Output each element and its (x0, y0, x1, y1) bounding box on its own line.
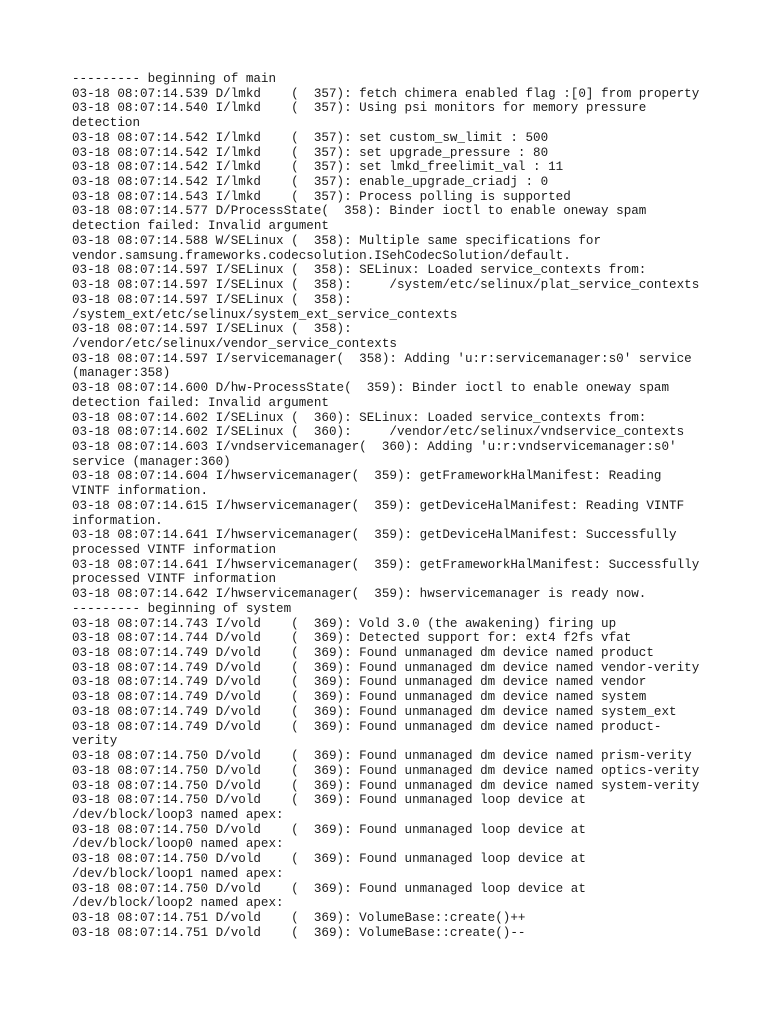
log-line: 03-18 08:07:14.750 D/vold ( 369): Found unmanaged loop device at (72, 881, 586, 896)
log-line: service (manager:360) (72, 454, 231, 469)
log-line: 03-18 08:07:14.542 I/lmkd ( 357): set custom_sw_limit : 500 (72, 130, 549, 145)
log-line: 03-18 08:07:14.749 D/vold ( 369): Found unmanaged dm device named system (72, 690, 647, 705)
log-line: 03-18 08:07:14.539 D/lmkd ( 357): fetch chimera enabled flag :[0] from property (72, 86, 700, 101)
log-line: 03-18 08:07:14.749 D/vold ( 369): Found unmanaged dm device named product- (72, 719, 662, 734)
log-line: /dev/block/loop1 named apex: (72, 866, 284, 881)
log-line: information. (72, 513, 163, 528)
log-line: 03-18 08:07:14.600 D/hw-ProcessState( 359): Binder ioctl to enable oneway spam (72, 381, 670, 396)
log-line: 03-18 08:07:14.543 I/lmkd ( 357): Process polling is supported (72, 189, 571, 204)
log-line: 03-18 08:07:14.743 I/vold ( 369): Vold 3.0 (the awakening) firing up (72, 616, 617, 631)
log-line: 03-18 08:07:14.540 I/lmkd ( 357): Using psi monitors for memory pressure (72, 101, 647, 116)
log-line: /dev/block/loop2 named apex: (72, 896, 284, 911)
log-line: 03-18 08:07:14.749 D/vold ( 369): Found unmanaged dm device named system_ext (72, 704, 677, 719)
log-line: 03-18 08:07:14.750 D/vold ( 369): Found unmanaged dm device named prism-verity (72, 749, 692, 764)
log-line: 03-18 08:07:14.597 I/SELinux ( 358): (72, 292, 352, 307)
log-document (72, 72, 712, 940)
log-line: 03-18 08:07:14.750 D/vold ( 369): Found unmanaged dm device named system-verity (72, 778, 700, 793)
log-line: 03-18 08:07:14.750 D/vold ( 369): Found unmanaged dm device named optics-verity (72, 763, 700, 778)
log-line: 03-18 08:07:14.597 I/SELinux ( 358): (72, 322, 352, 337)
log-line: 03-18 08:07:14.597 I/SELinux ( 358): SELinux: Loaded service_contexts from: (72, 263, 647, 278)
log-line: /dev/block/loop3 named apex: (72, 807, 284, 822)
log-line: detection failed: Invalid argument (72, 219, 329, 234)
log-line: 03-18 08:07:14.751 D/vold ( 369): VolumeBase::create()-- (72, 925, 526, 940)
log-line: 03-18 08:07:14.602 I/SELinux ( 360): /vendor/etc/selinux/vndservice_contexts (72, 425, 685, 440)
log-line: --------- beginning of system (72, 601, 292, 616)
log-line: 03-18 08:07:14.641 I/hwservicemanager( 359): getFrameworkHalManifest: Successfully (72, 557, 700, 572)
log-line: 03-18 08:07:14.604 I/hwservicemanager( 359): getFrameworkHalManifest: Reading (72, 469, 662, 484)
log-line: 03-18 08:07:14.751 D/vold ( 369): VolumeBase::create()++ (72, 910, 526, 925)
log-line: 03-18 08:07:14.542 I/lmkd ( 357): set upgrade_pressure : 80 (72, 145, 549, 160)
log-line: 03-18 08:07:14.577 D/ProcessState( 358): Binder ioctl to enable oneway spam (72, 204, 647, 219)
log-line: VINTF information. (72, 484, 209, 499)
log-line: 03-18 08:07:14.642 I/hwservicemanager( 359): hwservicemanager is ready now. (72, 587, 647, 602)
log-line: 03-18 08:07:14.744 D/vold ( 369): Detected support for: ext4 f2fs vfat (72, 631, 632, 646)
log-line: 03-18 08:07:14.597 I/SELinux ( 358): /system/etc/selinux/plat_service_contexts (72, 278, 700, 293)
log-line: processed VINTF information (72, 543, 277, 557)
log-line: 03-18 08:07:14.615 I/hwservicemanager( 359): getDeviceHalManifest: Reading VINTF (72, 498, 685, 513)
log-line: /dev/block/loop0 named apex: (72, 837, 284, 852)
log-line: 03-18 08:07:14.750 D/vold ( 369): Found unmanaged loop device at (72, 852, 586, 867)
log-line: 03-18 08:07:14.542 I/lmkd ( 357): enable_upgrade_criadj : 0 (72, 175, 549, 190)
log-line: detection failed: Invalid argument (72, 395, 329, 410)
log-line: 03-18 08:07:14.749 D/vold ( 369): Found unmanaged dm device named vendor-verity (72, 660, 700, 675)
log-line: --------- beginning of main (72, 72, 277, 86)
log-line: 03-18 08:07:14.641 I/hwservicemanager( 359): getDeviceHalManifest: Successfully (72, 528, 677, 543)
log-line: detection (72, 116, 141, 131)
log-line: 03-18 08:07:14.750 D/vold ( 369): Found unmanaged loop device at (72, 793, 586, 808)
log-line: vendor.samsung.frameworks.codecsolution.ISehCodecSolution/default. (72, 248, 571, 263)
log-line: /system_ext/etc/selinux/system_ext_service_contexts (72, 307, 458, 322)
log-line: 03-18 08:07:14.603 I/vndservicemanager( 360): Adding 'u:r:vndservicemanager:s0' (72, 439, 677, 454)
log-line: 03-18 08:07:14.749 D/vold ( 369): Found unmanaged dm device named vendor (72, 675, 647, 690)
log-line: 03-18 08:07:14.749 D/vold ( 369): Found unmanaged dm device named product (72, 646, 654, 661)
log-line: 03-18 08:07:14.750 D/vold ( 369): Found unmanaged loop device at (72, 822, 586, 837)
log-line: /vendor/etc/selinux/vendor_service_contexts (72, 336, 397, 351)
log-line: processed VINTF information (72, 572, 277, 587)
log-line: verity (72, 734, 118, 749)
log-line: 03-18 08:07:14.602 I/SELinux ( 360): SELinux: Loaded service_contexts from: (72, 410, 647, 425)
log-line: 03-18 08:07:14.588 W/SELinux ( 358): Multiple same specifications for (72, 233, 602, 248)
log-line: 03-18 08:07:14.597 I/servicemanager( 358): Adding 'u:r:servicemanager:s0' service (72, 351, 692, 366)
log-line: 03-18 08:07:14.542 I/lmkd ( 357): set lmkd_freelimit_val : 11 (72, 160, 564, 175)
log-line: (manager:358) (72, 366, 171, 381)
